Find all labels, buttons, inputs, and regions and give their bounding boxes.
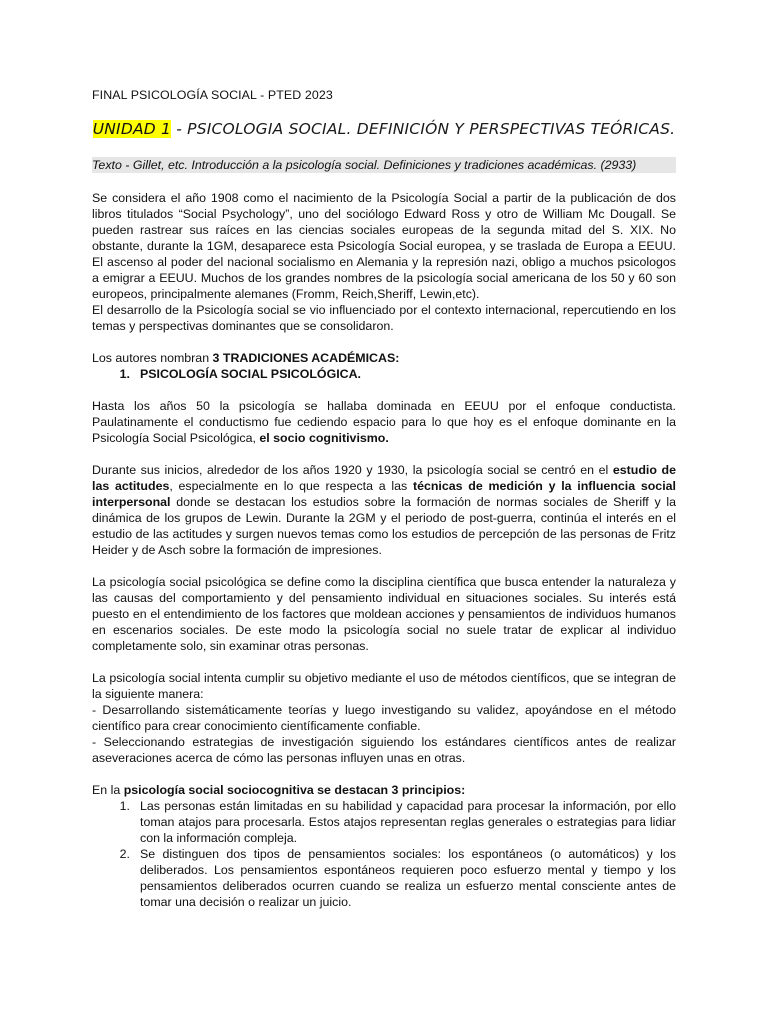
principle-1-text: Las personas están limitadas en su habilidad y capacidad para procesar la información, por ello toman atajos para procesarla. Estos atajos representan reglas generales o estrategias para lidiar con la información compleja. (140, 799, 676, 845)
intro-paragraph-2: El desarrollo de la Psicología social se vio influenciado por el contexto internacional, repercutiendo en los temas y perspectivas dominantes que se consolidaron. (92, 303, 676, 333)
unit-label-highlighted: UNIDAD 1 (92, 120, 172, 138)
list-number: 1. (119, 367, 130, 381)
paragraph-conductismo: Hasta los años 50 la psicología se hallaba dominada en EEUU por el enfoque conductista. Paulatinamente el conductismo fue cediendo espacio para lo que hoy es el enfoque dominante en la Psicología Social Psicológica, el socio cognitivismo. (92, 399, 676, 445)
unit-title (92, 121, 676, 137)
list-number: 1. (119, 799, 130, 813)
traditions-bold: 3 TRADICIONES ACADÉMICAS: (212, 351, 400, 365)
paragraph-metodos: La psicología social intenta cumplir su objetivo mediante el uso de métodos científicos, que se integran de la siguiente manera: (92, 671, 676, 701)
paragraph-definicion: La psicología social psicológica se define como la disciplina científica que busca entender la naturaleza y las causas del comportamiento y del pensamiento individual en situaciones sociales. Su interés está puesto en el entendimiento de los factores que moldean acciones y pensamientos de individuos humanos en escenarios sociales. De este modo la psicología social no suele tratar de explicar al individuo completamente solo, sin examinar otras personas. (92, 575, 676, 653)
principle-list-item (92, 846, 676, 910)
unit-title-text: - PSICOLOGIA SOCIAL. DEFINICIÓN Y PERSPECTIVAS TEÓRICAS. (171, 120, 676, 138)
tradition-1-title: PSICOLOGÍA SOCIAL PSICOLÓGICA. (140, 367, 361, 381)
principles-intro: En la psicología social sociocognitiva se destacan 3 principios: (92, 783, 466, 797)
text-reference: Texto - Gillet, etc. Introducción a la psicología social. Definiciones y tradiciones académicas. (2933) (92, 157, 676, 173)
tradition-list-item (92, 366, 676, 382)
principle-list-item (92, 798, 676, 846)
principle-2-text: Se distinguen dos tipos de pensamientos sociales: los espontáneos (o automáticos) y los deliberados. Los pensamientos espontáneos requieren poco esfuerzo mental y tiempo y los pensamientos deliberados ocurren cuando se realiza un esfuerzo mental consciente antes de tomar una decisión o realizar un juicio. (140, 847, 676, 909)
document-body (92, 190, 676, 910)
paragraph-metodos-item-1: - Desarrollando sistemáticamente teorías y luego investigando su validez, apoyándose en el método científico para crear conocimiento científicamente confiable. (92, 703, 676, 733)
document-header: FINAL PSICOLOGÍA SOCIAL - PTED 2023 (92, 88, 333, 102)
traditions-intro: Los autores nombran 3 TRADICIONES ACADÉMICAS: (92, 351, 400, 365)
intro-paragraph: Se considera el año 1908 como el nacimiento de la Psicología Social a partir de la publicación de dos libros titulados “Social Psychology”, uno del sociólogo Edward Ross y otro de William Mc Dougall. Se pueden rastrear sus raíces en las ciencias sociales europeas de la segunda mitad del S. XIX. No obstante, durante la 1GM, desaparece esta Psicología Social europea, y se traslada de Europa a EEUU. El ascenso al poder del nacional socialismo en Alemania y la represión nazi, obligo a muchos psicologos a emigrar a EEUU. Muchos de los grandes nombres de la psicología social americana de los 50 y 60 son europeos, principalmente alemanes (Fromm, Reich,Sheriff, Lewin,etc). (92, 191, 676, 301)
list-number: 2. (119, 847, 130, 861)
paragraph-actitudes: Durante sus inicios, alrededor de los años 1920 y 1930, la psicología social se centró en el estudio de las actitudes, especialmente en lo que respecta a las técnicas de medición y la influencia social interpersonal donde se destacan los estudios sobre la formación de normas sociales de Sheriff y la dinámica de los grupos de Lewin. Durante la 2GM y el periodo de post-guerra, continúa el interés en el estudio de las actitudes y surgen nuevos temas como los estudios de percepción de las personas de Fritz Heider y de Asch sobre la formación de impresiones. (92, 463, 676, 557)
paragraph-metodos-item-2: - Seleccionando estrategias de investigación siguiendo los estándares científicos antes de realizar aseveraciones acerca de cómo las personas influyen unas en otras. (92, 735, 676, 765)
